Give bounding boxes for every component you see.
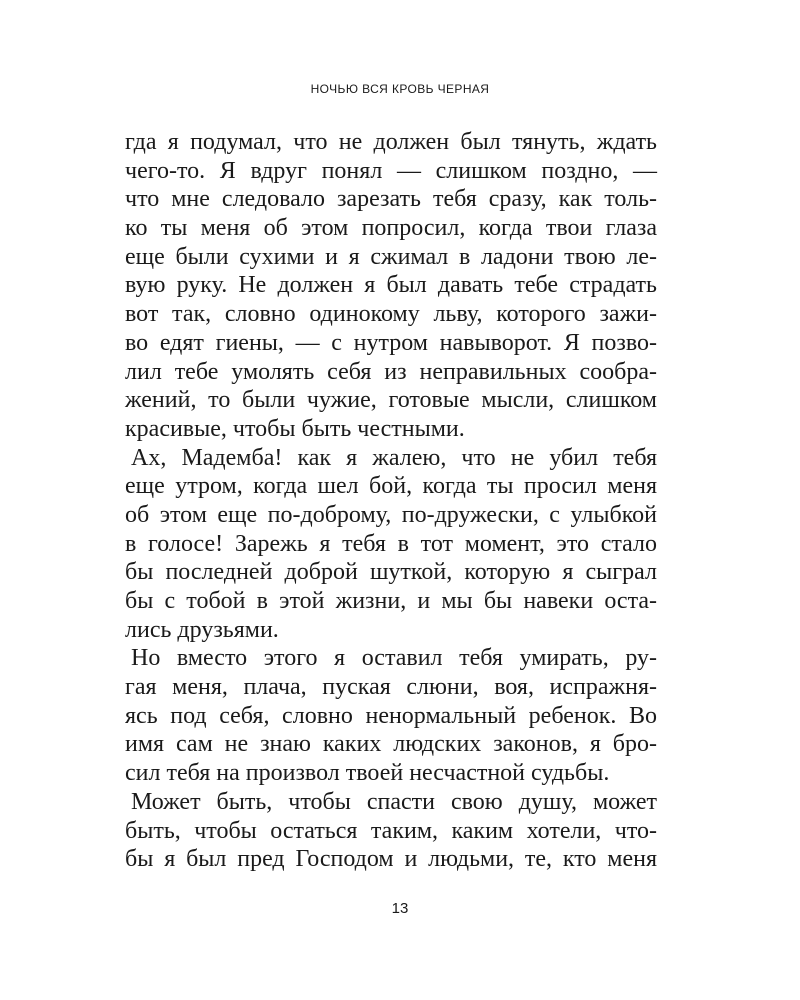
- text-line: во едят гиены, — с нутром навыворот. Я позво-: [125, 329, 657, 356]
- text-line: еще были сухими и я сжимал в ладони твою ле-: [125, 243, 657, 270]
- text-line: красивые, чтобы быть честными.: [125, 415, 465, 442]
- running-head: НОЧЬЮ ВСЯ КРОВЬ ЧЕРНАЯ: [310, 82, 490, 96]
- text-line: вую руку. Не должен я был давать тебе страдать: [125, 272, 657, 299]
- text-line: лись друзьями.: [125, 616, 279, 643]
- text-line: имя сам не знаю каких людских законов, я бро-: [125, 731, 657, 758]
- body-text: [125, 128, 657, 874]
- text-line: быть, чтобы остаться таким, каким хотели, что-: [125, 817, 657, 844]
- text-line: вот так, словно одинокому льву, которого зажи-: [125, 301, 657, 328]
- text-line: бы с тобой в этой жизни, и мы бы навеки оста-: [125, 588, 657, 614]
- text-line: сил тебя на произвол твоей несчастной судьбы.: [125, 760, 610, 787]
- text-line: в голосе! Зарежь я тебя в тот момент, это стало: [125, 530, 657, 557]
- text-line: жений, то были чужие, готовые мысли, слишком: [125, 387, 657, 414]
- text-line: бы я был пред Господом и людьми, те, кто меня: [125, 846, 657, 873]
- text-line: об этом еще по-доброму, по-дружески, с улыбкой: [125, 501, 657, 528]
- text-line: Но вместо этого я оставил тебя умирать, ру-: [131, 645, 657, 672]
- text-line: бы последней доброй шуткой, которую я сыграл: [125, 559, 657, 586]
- text-line: что мне следовало зарезать тебя сразу, как толь-: [125, 186, 657, 213]
- text-line: гда я подумал, что не должен был тянуть, ждать: [125, 129, 657, 155]
- text-line: Ах, Мадемба! как я жалею, что не убил тебя: [131, 444, 657, 471]
- text-line: Может быть, чтобы спасти свою душу, может: [131, 788, 657, 815]
- text-line: гая меня, плача, пуская слюни, воя, испражня-: [125, 674, 657, 701]
- text-line: лил тебе умолять себя из неправильных сообра-: [125, 358, 657, 385]
- text-line: еще утром, когда шел бой, когда ты просил меня: [125, 473, 657, 500]
- text-line: чего-то. Я вдруг понял — слишком поздно, —: [125, 157, 657, 184]
- text-line: ко ты меня об этом попросил, когда твои глаза: [125, 215, 657, 242]
- page-number: 13: [391, 900, 409, 917]
- text-line: ясь под себя, словно ненормальный ребенок. Во: [125, 702, 657, 729]
